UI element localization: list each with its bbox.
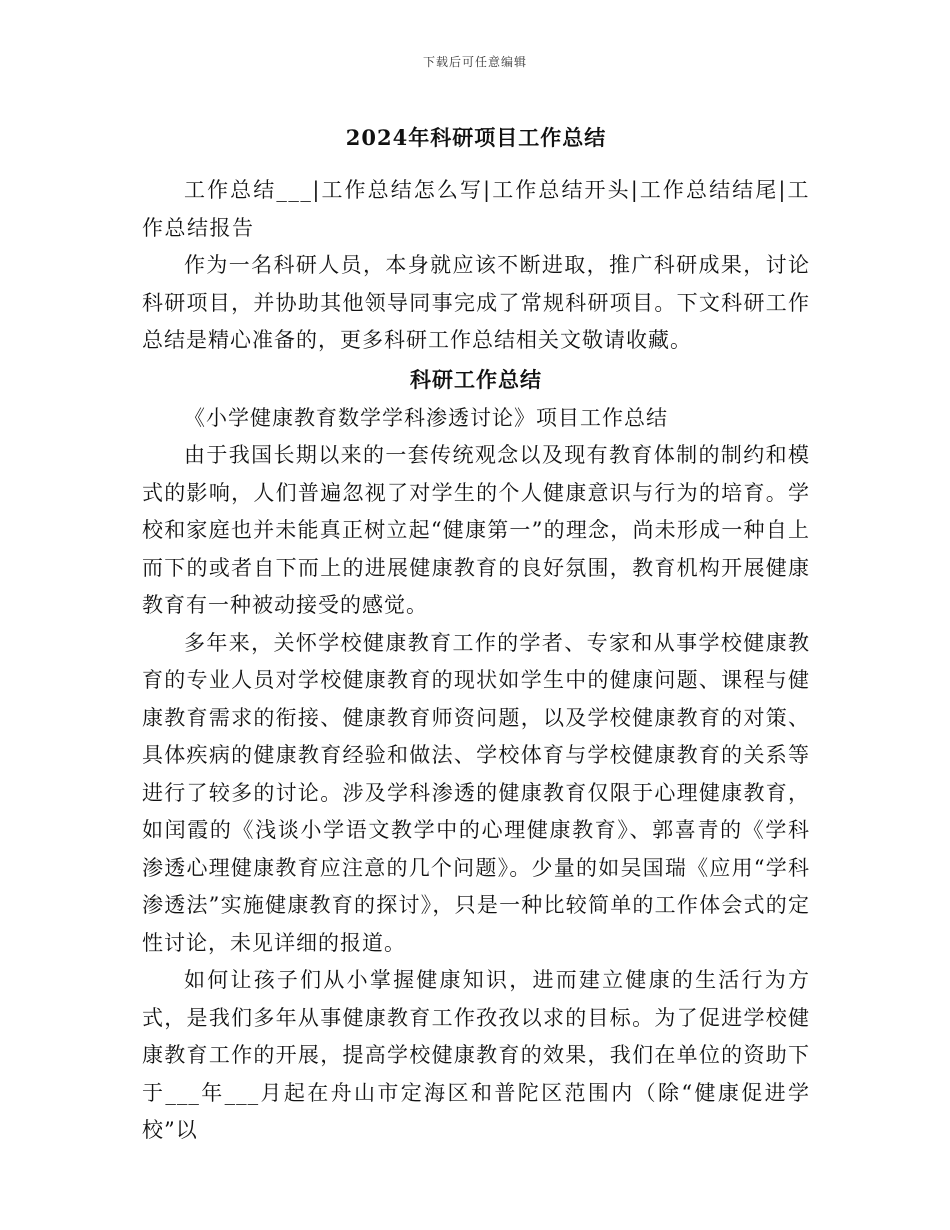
- document-body: [142, 118, 810, 1150]
- body-paragraph-3: 如何让孩子们从小掌握健康知识，进而建立健康的生活行为方式，是我们多年从事健康教育工作孜孜以求的目标。为了促进学校健康教育工作的开展，提高学校健康教育的效果，我们在单位的资助下于___年___月起在舟山市定海区和普陀区范围内（除“健康促进学校”以: [142, 968, 810, 1142]
- section-title: 科研工作总结: [410, 366, 542, 392]
- header-note: 下载后可任意编辑: [422, 55, 527, 69]
- tags-line: 工作总结___|工作总结怎么写|工作总结开头|工作总结结尾|工作总结报告: [142, 178, 810, 240]
- body-paragraph-2: 多年来，关怀学校健康教育工作的学者、专家和从事学校健康教育的专业人员对学校健康教育的现状如学生中的健康问题、课程与健康教育需求的衔接、健康教育师资问题，以及学校健康教育的对策、具体疾病的健康教育经验和做法、学校体育与学校健康教育的关系等进行了较多的讨论。涉及学科渗透的健康教育仅限于心理健康教育，如闰霞的《浅谈小学语文教学中的心理健康教育》、郭喜青的《学科渗透心理健康教育应注意的几个问题》。少量的如吴国瑞《应用“学科渗透法”实施健康教育的探讨》，只是一种比较简单的工作体会式的定性讨论，未见详细的报道。: [142, 630, 810, 955]
- body-paragraph-1: 由于我国长期以来的一套传统观念以及现有教育体制的制约和模式的影响，人们普遍忽视了对学生的个人健康意识与行为的培育。学校和家庭也并未能真正树立起“健康第一”的理念，尚未形成一种自上而下的或者自下而上的进展健康教育的良好氛围，教育机构开展健康教育有一种被动接受的感觉。: [142, 443, 810, 617]
- document-title: 2024年科研项目工作总结: [345, 125, 607, 150]
- project-line: 《小学健康教育数学学科渗透讨论》项目工作总结: [184, 405, 668, 430]
- intro-paragraph: 作为一名科研人员，本身就应该不断进取，推广科研成果，讨论科研项目，并协助其他领导同事完成了常规科研项目。下文科研工作总结是精心准备的，更多科研工作总结相关文敬请收藏。: [142, 253, 810, 352]
